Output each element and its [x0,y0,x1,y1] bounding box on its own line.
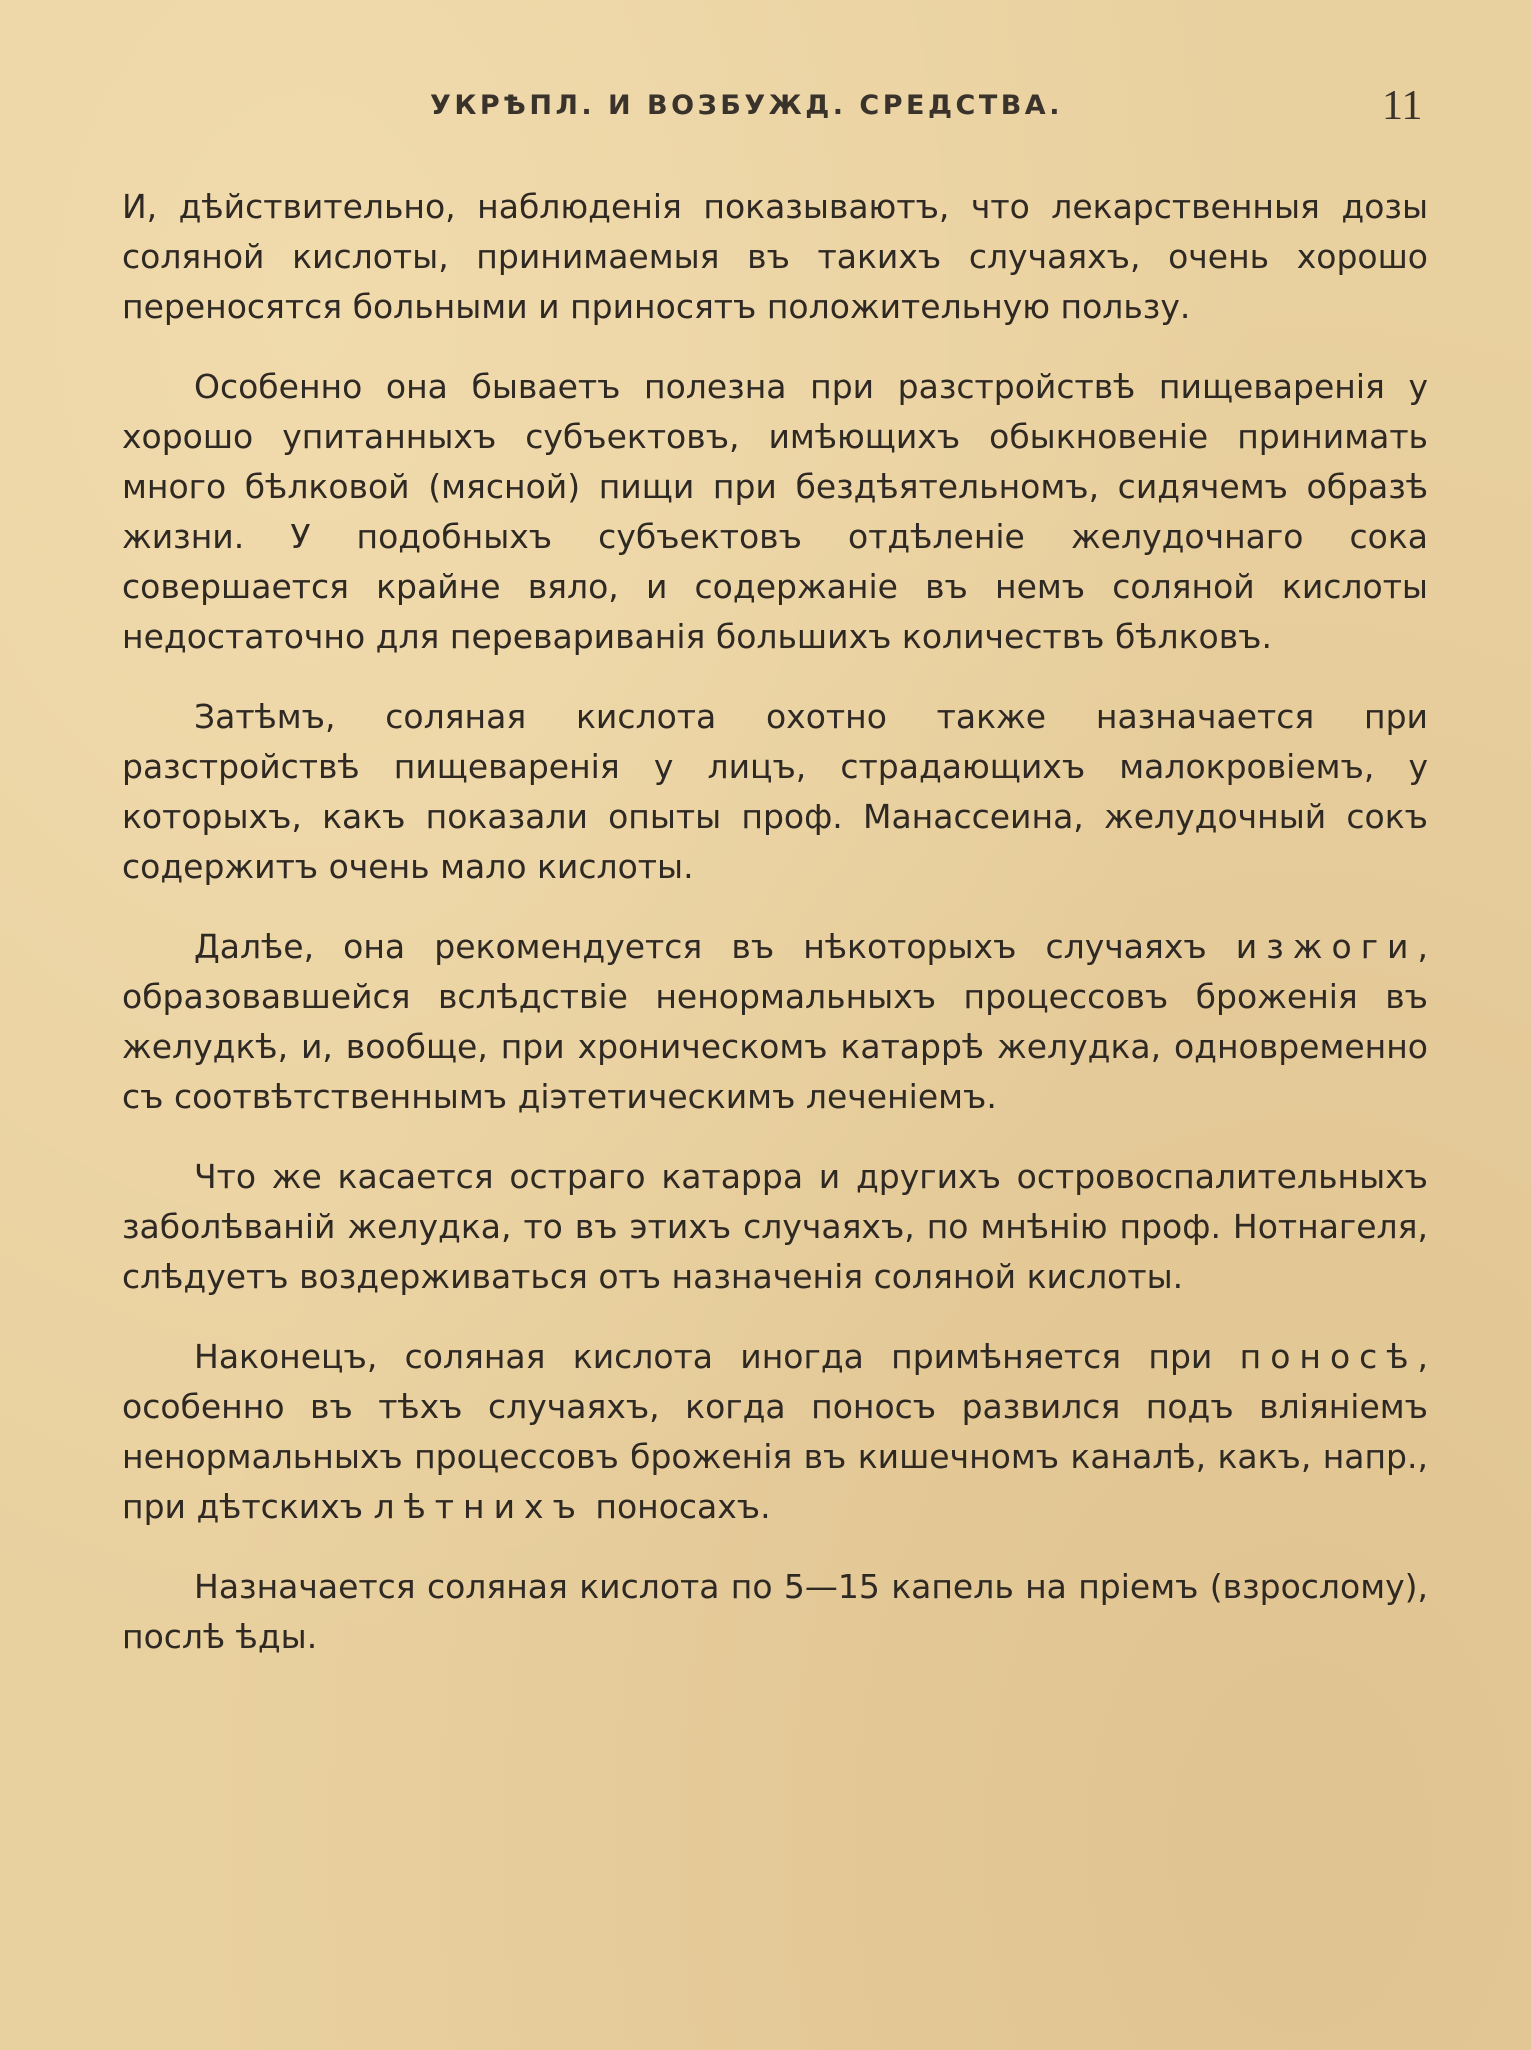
paragraph-1: И, дѣйствительно, наблюденія показываютъ, что лекарственныя дозы соляной кислоты, принимаемыя въ такихъ случаяхъ, очень хорошо переносятся больными и приносятъ положительную пользу. [122,187,1428,326]
page-number: 11 [1382,83,1423,129]
emphasized-term-summer: лѣтнихъ [373,1487,585,1526]
paragraph-3: Затѣмъ, соляная кислота охотно также назначается при разстройствѣ пищеваренія у лицъ, страдающихъ малокровіемъ, у которыхъ, какъ показали опыты проф. Манассеина, желудочный сокъ содержитъ очень мало кислоты. [122,697,1428,886]
paragraph-6 [122,1332,1428,1532]
paragraph-6-middle: , особенно въ тѣхъ случаяхъ, когда поносъ развился подъ вліяніемъ ненормальныхъ процессовъ броженія въ кишечномъ каналѣ, какъ, напр., при дѣтскихъ [122,1337,1428,1526]
paragraph-4-start: Далѣе, она рекомендуется въ нѣкоторыхъ случаяхъ [194,927,1236,966]
running-title: УКРѢПЛ. И ВОЗБУЖД. СРЕДСТВА. [430,90,1063,121]
paragraph-2: Особенно она бываетъ полезна при разстройствѣ пищеваренія у хорошо упитанныхъ субъектовъ, имѣющихъ обыкновеніе принимать много бѣлковой (мясной) пищи при бездѣятельномъ, сидячемъ образѣ жизни. У подобныхъ субъектовъ отдѣленіе желудочнаго сока совершается крайне вяло, и содержаніе въ немъ соляной кислоты недостаточно для перевариванія большихъ количествъ бѣлковъ. [122,367,1428,656]
emphasized-term-heartburn: изжоги [1235,927,1418,966]
page-header [0,82,1531,142]
paragraph-4-end: , образовавшейся вслѣдствіе ненормальныхъ процессовъ броженія въ желудкѣ, и, вообще, при хроническомъ катаррѣ желудка, одновременно съ соотвѣтственнымъ діэтетическимъ леченіемъ. [122,927,1428,1116]
paragraph-5: Что же касается остраго катарра и другихъ островоспалительныхъ заболѣваній желудка, то въ этихъ случаяхъ, по мнѣнію проф. Нотнагеля, слѣдуетъ воздерживаться отъ назначенія соляной кислоты. [122,1157,1428,1296]
paragraph-4 [122,922,1428,1122]
body-text [122,182,1428,1662]
emphasized-term-diarrhea: поносѣ [1239,1337,1418,1376]
paragraph-7: Назначается соляная кислота по 5—15 капель на пріемъ (взрослому), послѣ ѣды. [122,1567,1428,1656]
paragraph-6-end: поносахъ. [584,1487,771,1526]
paragraph-6-start: Наконецъ, соляная кислота иногда примѣняется при [194,1337,1240,1376]
